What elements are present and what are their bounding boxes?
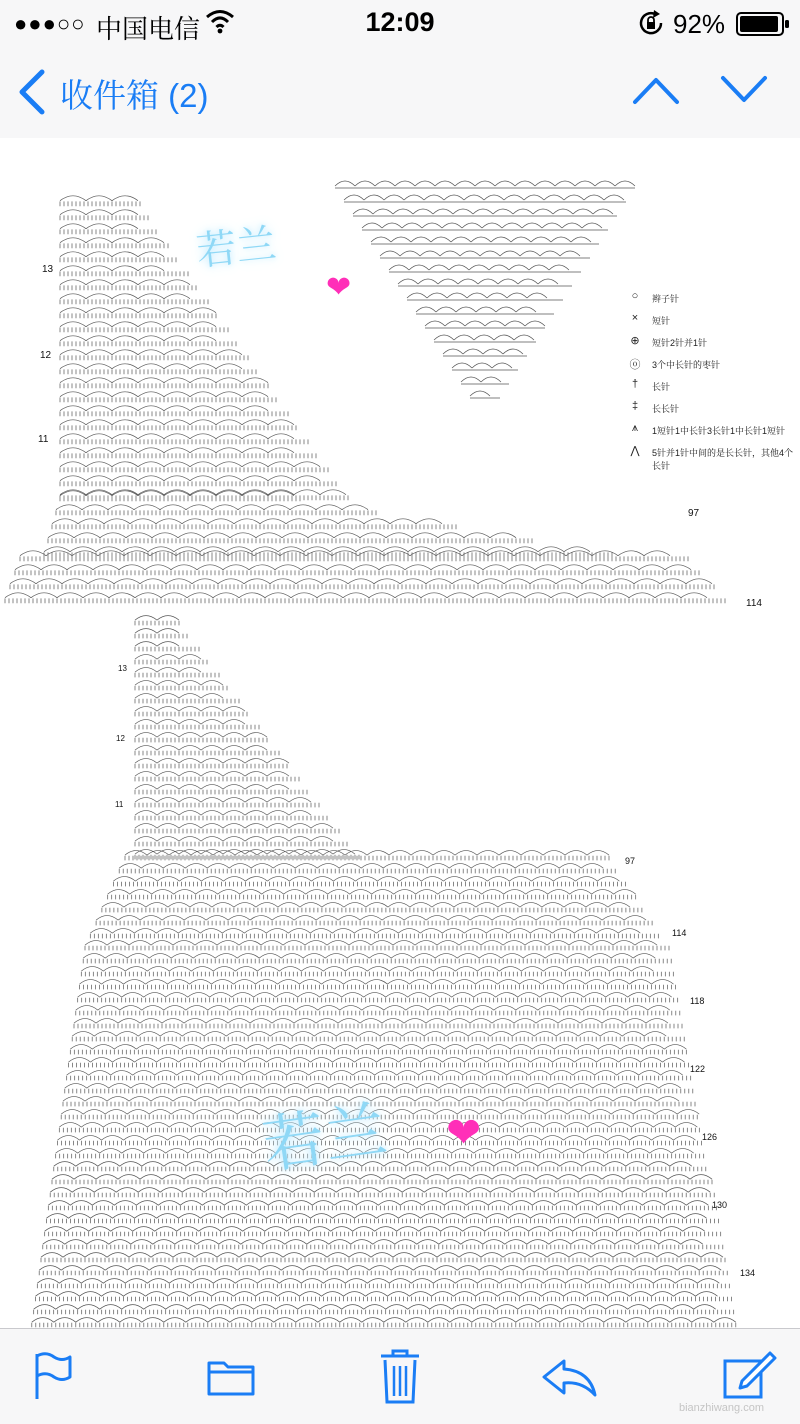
legend-item: ⩚ 1短针1中长针3长针1中长针1短针 (620, 420, 798, 442)
legend-item: × 短针 (620, 310, 798, 332)
cluster-stitch-icon: ⋀ (630, 445, 640, 457)
watermark-text: 若兰 (258, 1092, 392, 1183)
signal-strength-icon: ●●●○○ (14, 11, 86, 36)
row-label: 134 (740, 1268, 756, 1278)
row-label: 130 (712, 1200, 728, 1210)
watermark-text: 若兰 (194, 220, 279, 276)
back-chevron-icon[interactable] (16, 68, 48, 121)
reply-icon[interactable] (540, 1357, 598, 1404)
treble-crochet-icon: ‡ (631, 400, 639, 412)
legend-item: ⋀ 5针并1针中间的是长长针，其他4个长针 (620, 442, 798, 472)
row-label: 97 (625, 856, 636, 866)
back-to-inbox-button[interactable]: 收件箱 (2) (60, 77, 209, 114)
heart-icon: ❤ (446, 1109, 482, 1156)
legend-item: ⊕ 短针2针并1针 (620, 332, 798, 354)
battery-icon (736, 12, 790, 41)
status-bar (0, 0, 800, 46)
row-label: 12 (40, 350, 52, 361)
heart-icon: ❤ (326, 271, 352, 304)
email-attachment-image[interactable] (0, 138, 800, 1328)
row-label: 97 (688, 508, 700, 519)
trash-icon[interactable] (378, 1347, 422, 1410)
single-crochet-icon: × (631, 312, 639, 324)
rotation-lock-icon (637, 9, 665, 42)
next-message-down-icon[interactable] (720, 72, 768, 113)
navigation-bar (0, 46, 800, 139)
chain-stitch-icon: ○ (631, 290, 639, 302)
clock: 12:09 (365, 7, 435, 37)
site-watermark: bianzhiwang.com (679, 1402, 764, 1414)
shell-stitch-icon: ⩚ (631, 422, 639, 434)
flag-icon[interactable] (32, 1351, 74, 1406)
legend-item: ⓞ 3个中长针的枣针 (620, 354, 798, 376)
row-label: 126 (702, 1132, 718, 1142)
legend-item: ○ 辫子针 (620, 288, 798, 310)
row-label: 122 (690, 1064, 706, 1074)
row-label: 12 (116, 734, 125, 743)
battery-percent: 92% (673, 9, 726, 39)
row-label: 114 (746, 598, 762, 609)
compose-icon[interactable] (722, 1349, 778, 1406)
previous-message-up-icon[interactable] (632, 72, 680, 113)
row-label: 114 (672, 928, 687, 938)
row-label: 13 (42, 264, 54, 275)
sc2tog-icon: ⊕ (630, 335, 640, 347)
carrier-name: 中国电信 (96, 14, 201, 44)
row-label: 13 (118, 664, 127, 673)
puff-stitch-icon: ⓞ (629, 359, 641, 371)
legend-item: ‡ 长长针 (620, 398, 798, 420)
bottom-toolbar (0, 1328, 800, 1424)
row-label: 118 (690, 996, 705, 1006)
folder-icon[interactable] (206, 1357, 256, 1402)
row-label: 11 (38, 434, 49, 445)
row-label: 11 (115, 800, 124, 809)
stitch-legend (620, 288, 798, 472)
double-crochet-icon: † (631, 378, 639, 390)
legend-item: † 长针 (620, 376, 798, 398)
